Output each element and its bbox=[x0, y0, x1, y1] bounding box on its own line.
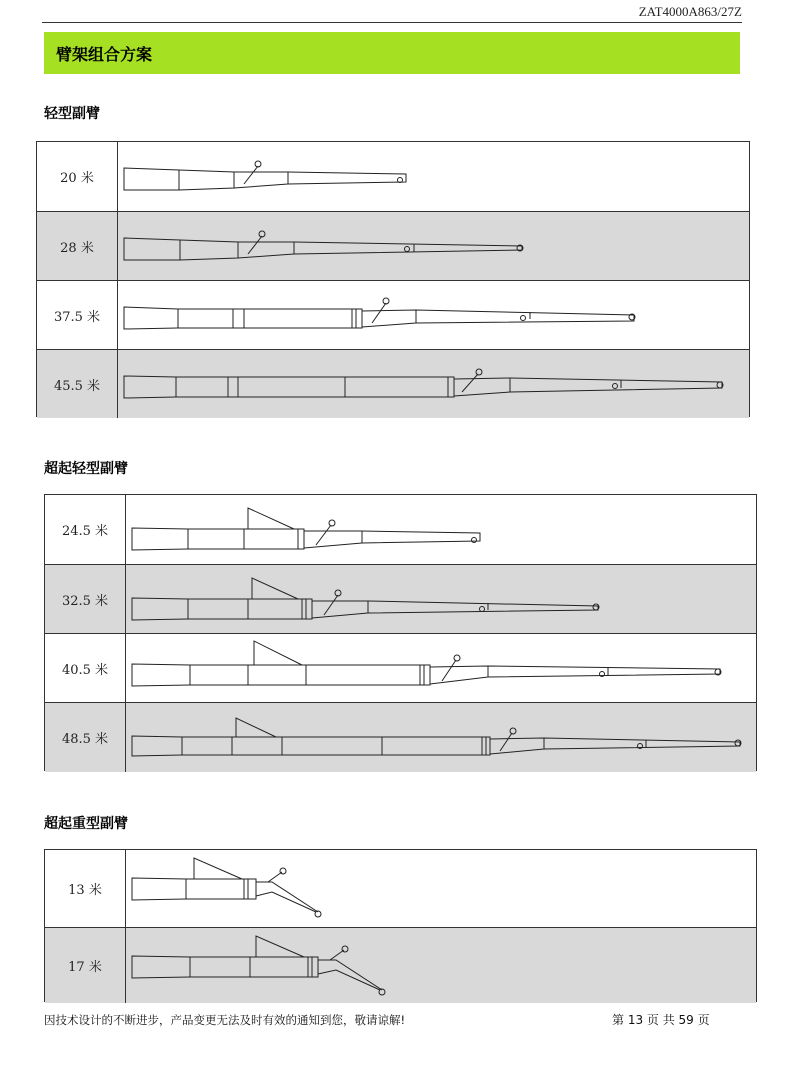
boom-length-label: 40.5 米 bbox=[45, 634, 126, 702]
banner-title: 臂架组合方案 bbox=[56, 44, 153, 64]
boom-diagram-svg bbox=[126, 703, 756, 772]
boom-diagram-svg bbox=[118, 142, 749, 211]
boom-diagram-svg bbox=[126, 495, 756, 564]
boom-diagram bbox=[126, 928, 756, 1003]
boom-length-label: 17 米 bbox=[45, 928, 126, 1003]
table-row bbox=[45, 633, 756, 702]
boom-diagram bbox=[118, 350, 749, 418]
boom-diagram-svg bbox=[126, 634, 756, 702]
table-row bbox=[45, 927, 756, 1003]
boom-diagram-svg bbox=[118, 212, 749, 280]
boom-diagram-svg bbox=[118, 281, 749, 349]
boom-diagram-svg bbox=[126, 850, 756, 927]
disclaimer-note: 因技术设计的不断进步，产品变更无法及时有效的通知到您，敬请谅解! bbox=[44, 1013, 406, 1027]
superlift-heavy-jib-table bbox=[44, 849, 757, 1002]
table-row bbox=[37, 280, 749, 349]
table-row bbox=[37, 211, 749, 280]
light-jib-table bbox=[36, 141, 750, 417]
boom-length-label: 13 米 bbox=[45, 850, 126, 927]
boom-diagram bbox=[118, 212, 749, 280]
boom-diagram-svg bbox=[118, 350, 749, 418]
page-number: 第 13 页 共 59 页 bbox=[612, 1013, 710, 1027]
boom-diagram bbox=[126, 850, 756, 927]
table-row bbox=[45, 850, 756, 927]
table-row bbox=[37, 349, 749, 418]
section-title-light-jib: 轻型副臂 bbox=[44, 106, 100, 122]
boom-length-label: 45.5 米 bbox=[37, 350, 118, 418]
table-row bbox=[37, 142, 749, 211]
boom-length-label: 48.5 米 bbox=[45, 703, 126, 772]
section-title-superlift-heavy-jib: 超起重型副臂 bbox=[44, 816, 128, 832]
table-row bbox=[45, 702, 756, 772]
boom-length-label: 32.5 米 bbox=[45, 565, 126, 633]
boom-length-label: 37.5 米 bbox=[37, 281, 118, 349]
table-row bbox=[45, 495, 756, 564]
document-code: ZAT4000A863/27Z bbox=[638, 4, 742, 19]
boom-length-label: 20 米 bbox=[37, 142, 118, 211]
boom-diagram-svg bbox=[126, 565, 756, 633]
boom-diagram bbox=[126, 495, 756, 564]
superlift-light-jib-table bbox=[44, 494, 757, 771]
boom-diagram bbox=[118, 142, 749, 211]
boom-length-label: 28 米 bbox=[37, 212, 118, 280]
boom-diagram bbox=[126, 703, 756, 772]
boom-diagram bbox=[118, 281, 749, 349]
boom-diagram bbox=[126, 565, 756, 633]
section-banner bbox=[44, 32, 740, 74]
section-title-superlift-light-jib: 超起轻型副臂 bbox=[44, 461, 128, 477]
table-row bbox=[45, 564, 756, 633]
header-rule bbox=[42, 22, 742, 23]
boom-diagram bbox=[126, 634, 756, 702]
boom-diagram-svg bbox=[126, 928, 756, 1003]
boom-length-label: 24.5 米 bbox=[45, 495, 126, 564]
